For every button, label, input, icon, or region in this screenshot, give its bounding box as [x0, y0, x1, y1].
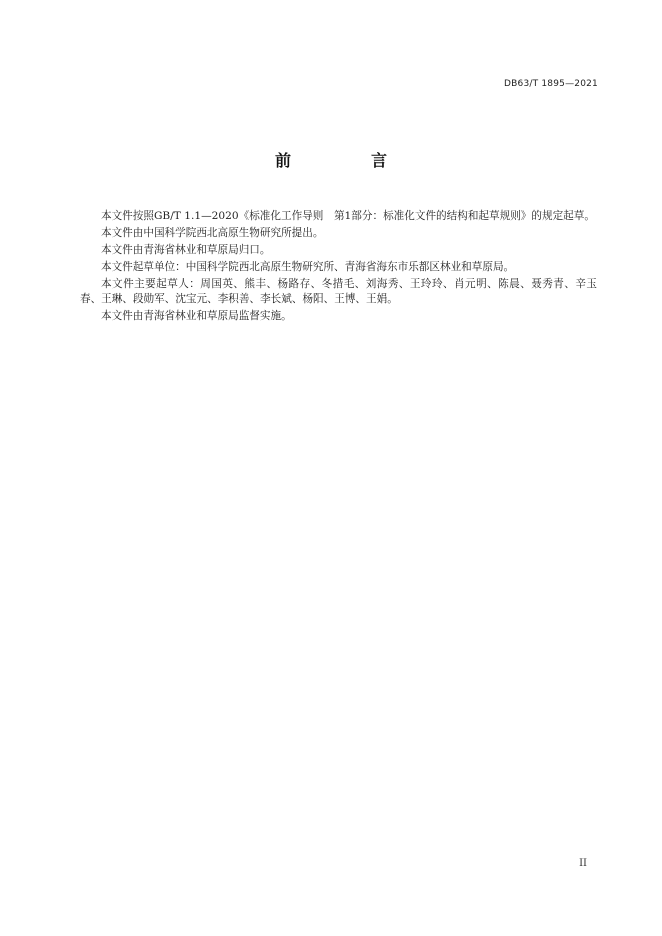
section-title: 前 言: [274, 151, 419, 170]
paragraph-drafters: 本文件主要起草人：周国英、熊丰、杨路存、冬措毛、刘海秀、王玲玲、肖元明、陈晨、聂秀青、辛玉春、王琳、段勋军、沈宝元、李积善、李长斌、杨阳、王博、王娟。: [80, 278, 597, 305]
paragraph-supervision: 本文件由青海省林业和草原局监督实施。: [101, 310, 292, 322]
page-number: II: [579, 858, 587, 869]
document-code: DB63/T 1895—2021: [504, 79, 598, 89]
paragraph-drafting-basis: 本文件按照GB/T 1.1—2020《标准化工作导则 第1部分：标准化文件的结构和起草规则》的规定起草。: [101, 210, 595, 222]
paragraph-drafting-units: 本文件起草单位：中国科学院西北高原生物研究所、青海省海东市乐都区林业和草原局。: [101, 261, 515, 273]
foreword-body: [80, 209, 597, 326]
paragraph-proposer: 本文件由中国科学院西北高原生物研究所提出。: [101, 227, 324, 239]
paragraph-administrator: 本文件由青海省林业和草原局归口。: [101, 244, 271, 256]
